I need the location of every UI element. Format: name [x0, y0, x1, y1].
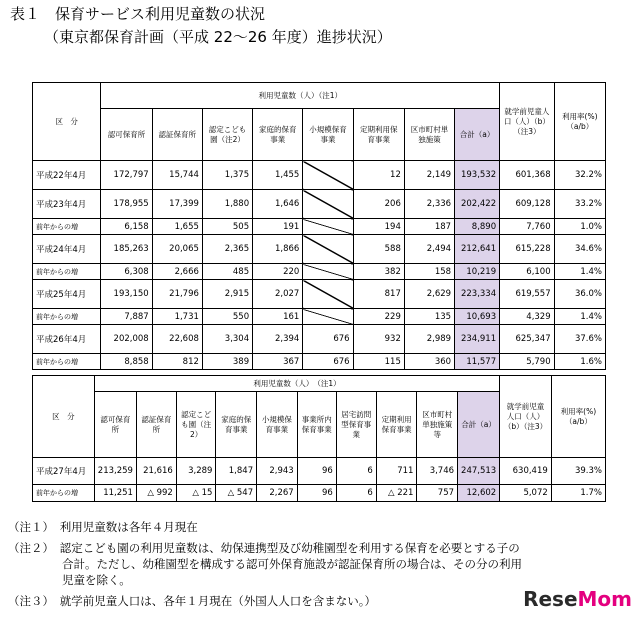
note-3: （注３） 就学前児童人口は、各年１月現在（外国人人口を含まない。） — [8, 594, 376, 608]
cell-value: 202,008 — [101, 325, 152, 354]
row-label: 前年からの増 — [33, 219, 101, 235]
cell-rate: 32.2% — [554, 161, 605, 190]
cell-value: 2,943 — [257, 458, 298, 485]
cell-value: 588 — [353, 235, 404, 264]
cell-value: 6,158 — [101, 219, 152, 235]
cell-value: △ 221 — [376, 485, 417, 502]
cell-value: 191 — [253, 219, 303, 235]
cell-value: 812 — [152, 354, 202, 370]
cell-value: 161 — [253, 309, 303, 325]
cell-value: 12,602 — [458, 485, 500, 502]
cell-rate: 39.3% — [551, 458, 605, 485]
header-col: 区市町村単独施策等 — [417, 392, 458, 458]
cell-value: 22,608 — [152, 325, 202, 354]
table-row — [33, 235, 606, 264]
cell-value: 213,259 — [94, 458, 136, 485]
cell-value: △ 992 — [136, 485, 176, 502]
cell-value: 2,027 — [253, 280, 303, 309]
cell-value: 817 — [353, 280, 404, 309]
cell-value: 12 — [353, 161, 404, 190]
cell-value: 206 — [353, 190, 404, 219]
cell-rate: 1.6% — [554, 354, 605, 370]
cell-value: 367 — [253, 354, 303, 370]
cell-population: 5,072 — [500, 485, 552, 502]
cell-value: 676 — [303, 325, 353, 354]
cell-value: 21,796 — [152, 280, 202, 309]
cell-value: 135 — [404, 309, 454, 325]
cell-value — [303, 161, 353, 190]
cell-value: 932 — [353, 325, 404, 354]
cell-value: 2,267 — [257, 485, 298, 502]
cell-value: 234,911 — [455, 325, 500, 354]
cell-value: 2,989 — [404, 325, 454, 354]
header-category: 区 分 — [33, 83, 101, 161]
cell-population: 6,100 — [500, 264, 555, 280]
table-row — [33, 190, 606, 219]
resemom-logo: ReseMom — [523, 587, 632, 611]
cell-value: 2,666 — [152, 264, 202, 280]
cell-value: 247,513 — [458, 458, 500, 485]
cell-value: 194 — [353, 219, 404, 235]
header-col: 認定こども園（注2） — [176, 392, 216, 458]
cell-value: 1,731 — [152, 309, 202, 325]
row-label: 前年からの増 — [33, 354, 101, 370]
table-row — [33, 485, 606, 502]
header-col: 家庭的保育事業 — [253, 109, 303, 161]
cell-value: 711 — [376, 458, 417, 485]
cell-value: 229 — [353, 309, 404, 325]
table-title: 表１ 保育サービス利用児童数の状況 — [10, 5, 266, 23]
header-usage-rate: 利用率(%)（a/b） — [554, 83, 605, 161]
row-label: 平成25年4月 — [33, 280, 101, 309]
cell-rate: 34.6% — [554, 235, 605, 264]
cell-value: 15,744 — [152, 161, 202, 190]
cell-rate: 1.7% — [551, 485, 605, 502]
row-label: 平成23年4月 — [33, 190, 101, 219]
cell-population: 609,128 — [500, 190, 555, 219]
cell-rate: 1.4% — [554, 264, 605, 280]
cell-value: △ 547 — [216, 485, 257, 502]
cell-value: 172,797 — [101, 161, 152, 190]
cell-rate: 1.4% — [554, 309, 605, 325]
cell-value: 20,065 — [152, 235, 202, 264]
cell-population: 601,368 — [500, 161, 555, 190]
header-preschool-pop: 就学前児童人口（人）（b）（注3） — [500, 376, 552, 458]
cell-value: 2,629 — [404, 280, 454, 309]
cell-value: 202,422 — [455, 190, 500, 219]
table-row — [33, 161, 606, 190]
row-label: 平成26年4月 — [33, 325, 101, 354]
cell-population: 625,347 — [500, 325, 555, 354]
cell-value: 3,746 — [417, 458, 458, 485]
cell-value: 96 — [297, 458, 336, 485]
cell-value — [303, 235, 353, 264]
cell-value: 550 — [202, 309, 252, 325]
cell-value: 3,289 — [176, 458, 216, 485]
header-col: 定期利用保育事業 — [353, 109, 404, 161]
cell-rate: 1.0% — [554, 219, 605, 235]
header-col-total: 合計（a） — [455, 109, 500, 161]
cell-value: 3,304 — [202, 325, 252, 354]
table-plan-progress — [32, 82, 606, 370]
row-label: 前年からの増 — [33, 264, 101, 280]
cell-value: 2,915 — [202, 280, 252, 309]
header-col: 認定こども園（注2） — [202, 109, 252, 161]
cell-value: 485 — [202, 264, 252, 280]
cell-value: 1,866 — [253, 235, 303, 264]
cell-value: 8,890 — [455, 219, 500, 235]
cell-value — [303, 264, 353, 280]
header-col: 区市町村単独施策 — [404, 109, 454, 161]
cell-value: 2,149 — [404, 161, 454, 190]
header-col: 認可保育所 — [94, 392, 136, 458]
cell-value: 360 — [404, 354, 454, 370]
table-row — [33, 309, 606, 325]
cell-value: 223,334 — [455, 280, 500, 309]
header-children-count: 利用児童数（人）（注1） — [101, 83, 500, 109]
row-label: 前年からの増 — [33, 309, 101, 325]
row-label: 前年からの増 — [33, 485, 95, 502]
note-1: （注１） 利用児童数は各年４月現在 — [8, 520, 198, 534]
table-fy2015 — [32, 375, 606, 502]
cell-population: 4,329 — [500, 309, 555, 325]
row-label: 平成24年4月 — [33, 235, 101, 264]
cell-value: 193,150 — [101, 280, 152, 309]
header-children-count: 利用児童数（人） （注1） — [94, 376, 499, 392]
table-row — [33, 264, 606, 280]
cell-value: △ 15 — [176, 485, 216, 502]
cell-value: 1,847 — [216, 458, 257, 485]
cell-rate: 37.6% — [554, 325, 605, 354]
cell-value: 21,616 — [136, 458, 176, 485]
cell-value: 1,455 — [253, 161, 303, 190]
header-col-total: 合計（a） — [458, 392, 500, 458]
header-col: 小規模保育事業 — [303, 109, 353, 161]
header-col: 小規模保育事業 — [257, 392, 298, 458]
cell-value: 220 — [253, 264, 303, 280]
cell-value: 11,577 — [455, 354, 500, 370]
header-preschool-pop: 就学前児童人口（人）（b）（注3） — [500, 83, 555, 161]
cell-value: 185,263 — [101, 235, 152, 264]
cell-population: 619,557 — [500, 280, 555, 309]
cell-value: 17,399 — [152, 190, 202, 219]
note-2: （注２） 認定こども園の利用児童数は、幼保連携型及び幼稚園型を利用する保育を必要とする子の — [8, 541, 520, 555]
cell-value: 11,251 — [94, 485, 136, 502]
header-usage-rate: 利用率(%)（a/b） — [551, 376, 605, 458]
cell-value: 2,365 — [202, 235, 252, 264]
cell-value: 8,858 — [101, 354, 152, 370]
cell-value: 1,880 — [202, 190, 252, 219]
cell-value — [303, 219, 353, 235]
table-row — [33, 219, 606, 235]
row-label: 平成22年4月 — [33, 161, 101, 190]
cell-value — [303, 280, 353, 309]
header-col: 定期利用保育事業 — [376, 392, 417, 458]
table-row — [33, 354, 606, 370]
header-col: 認証保育所 — [136, 392, 176, 458]
cell-value: 187 — [404, 219, 454, 235]
table-row — [33, 280, 606, 309]
cell-value: 10,219 — [455, 264, 500, 280]
cell-value: 7,887 — [101, 309, 152, 325]
cell-value — [303, 190, 353, 219]
cell-value: 6 — [336, 458, 376, 485]
cell-value: 382 — [353, 264, 404, 280]
cell-value: 212,641 — [455, 235, 500, 264]
cell-value: 115 — [353, 354, 404, 370]
cell-value: 505 — [202, 219, 252, 235]
header-col: 認証保育所 — [152, 109, 202, 161]
cell-value: 1,655 — [152, 219, 202, 235]
header-col: 認可保育所 — [101, 109, 152, 161]
header-col: 家庭的保育事業 — [216, 392, 257, 458]
header-category: 区 分 — [33, 376, 95, 458]
cell-population: 5,790 — [500, 354, 555, 370]
cell-population: 7,760 — [500, 219, 555, 235]
table-subtitle: （東京都保育計画（平成 22〜26 年度）進捗状況） — [44, 28, 392, 46]
cell-value: 2,336 — [404, 190, 454, 219]
note-2-cont: 合計。ただし、幼稚園型を構成する認可外保育施設が認証保育所の場合は、その分の利用 — [62, 557, 522, 571]
cell-value: 10,693 — [455, 309, 500, 325]
cell-value: 193,532 — [455, 161, 500, 190]
row-label: 平成27年4月 — [33, 458, 95, 485]
header-col: 居宅訪問型保育事業 — [336, 392, 376, 458]
cell-value: 6 — [336, 485, 376, 502]
cell-value: 6,308 — [101, 264, 152, 280]
cell-value: 1,646 — [253, 190, 303, 219]
note-2-cont2: 児童を除く。 — [62, 573, 131, 587]
cell-value: 2,494 — [404, 235, 454, 264]
cell-population: 630,419 — [500, 458, 552, 485]
cell-value — [303, 309, 353, 325]
cell-value: 1,375 — [202, 161, 252, 190]
table-row — [33, 458, 606, 485]
cell-value: 178,955 — [101, 190, 152, 219]
cell-value: 158 — [404, 264, 454, 280]
cell-value: 2,394 — [253, 325, 303, 354]
header-col: 事業所内保育事業 — [297, 392, 336, 458]
cell-population: 615,228 — [500, 235, 555, 264]
cell-value: 757 — [417, 485, 458, 502]
cell-value: 389 — [202, 354, 252, 370]
cell-value: 96 — [297, 485, 336, 502]
table-row — [33, 325, 606, 354]
cell-rate: 36.0% — [554, 280, 605, 309]
cell-rate: 33.2% — [554, 190, 605, 219]
cell-value: 676 — [303, 354, 353, 370]
